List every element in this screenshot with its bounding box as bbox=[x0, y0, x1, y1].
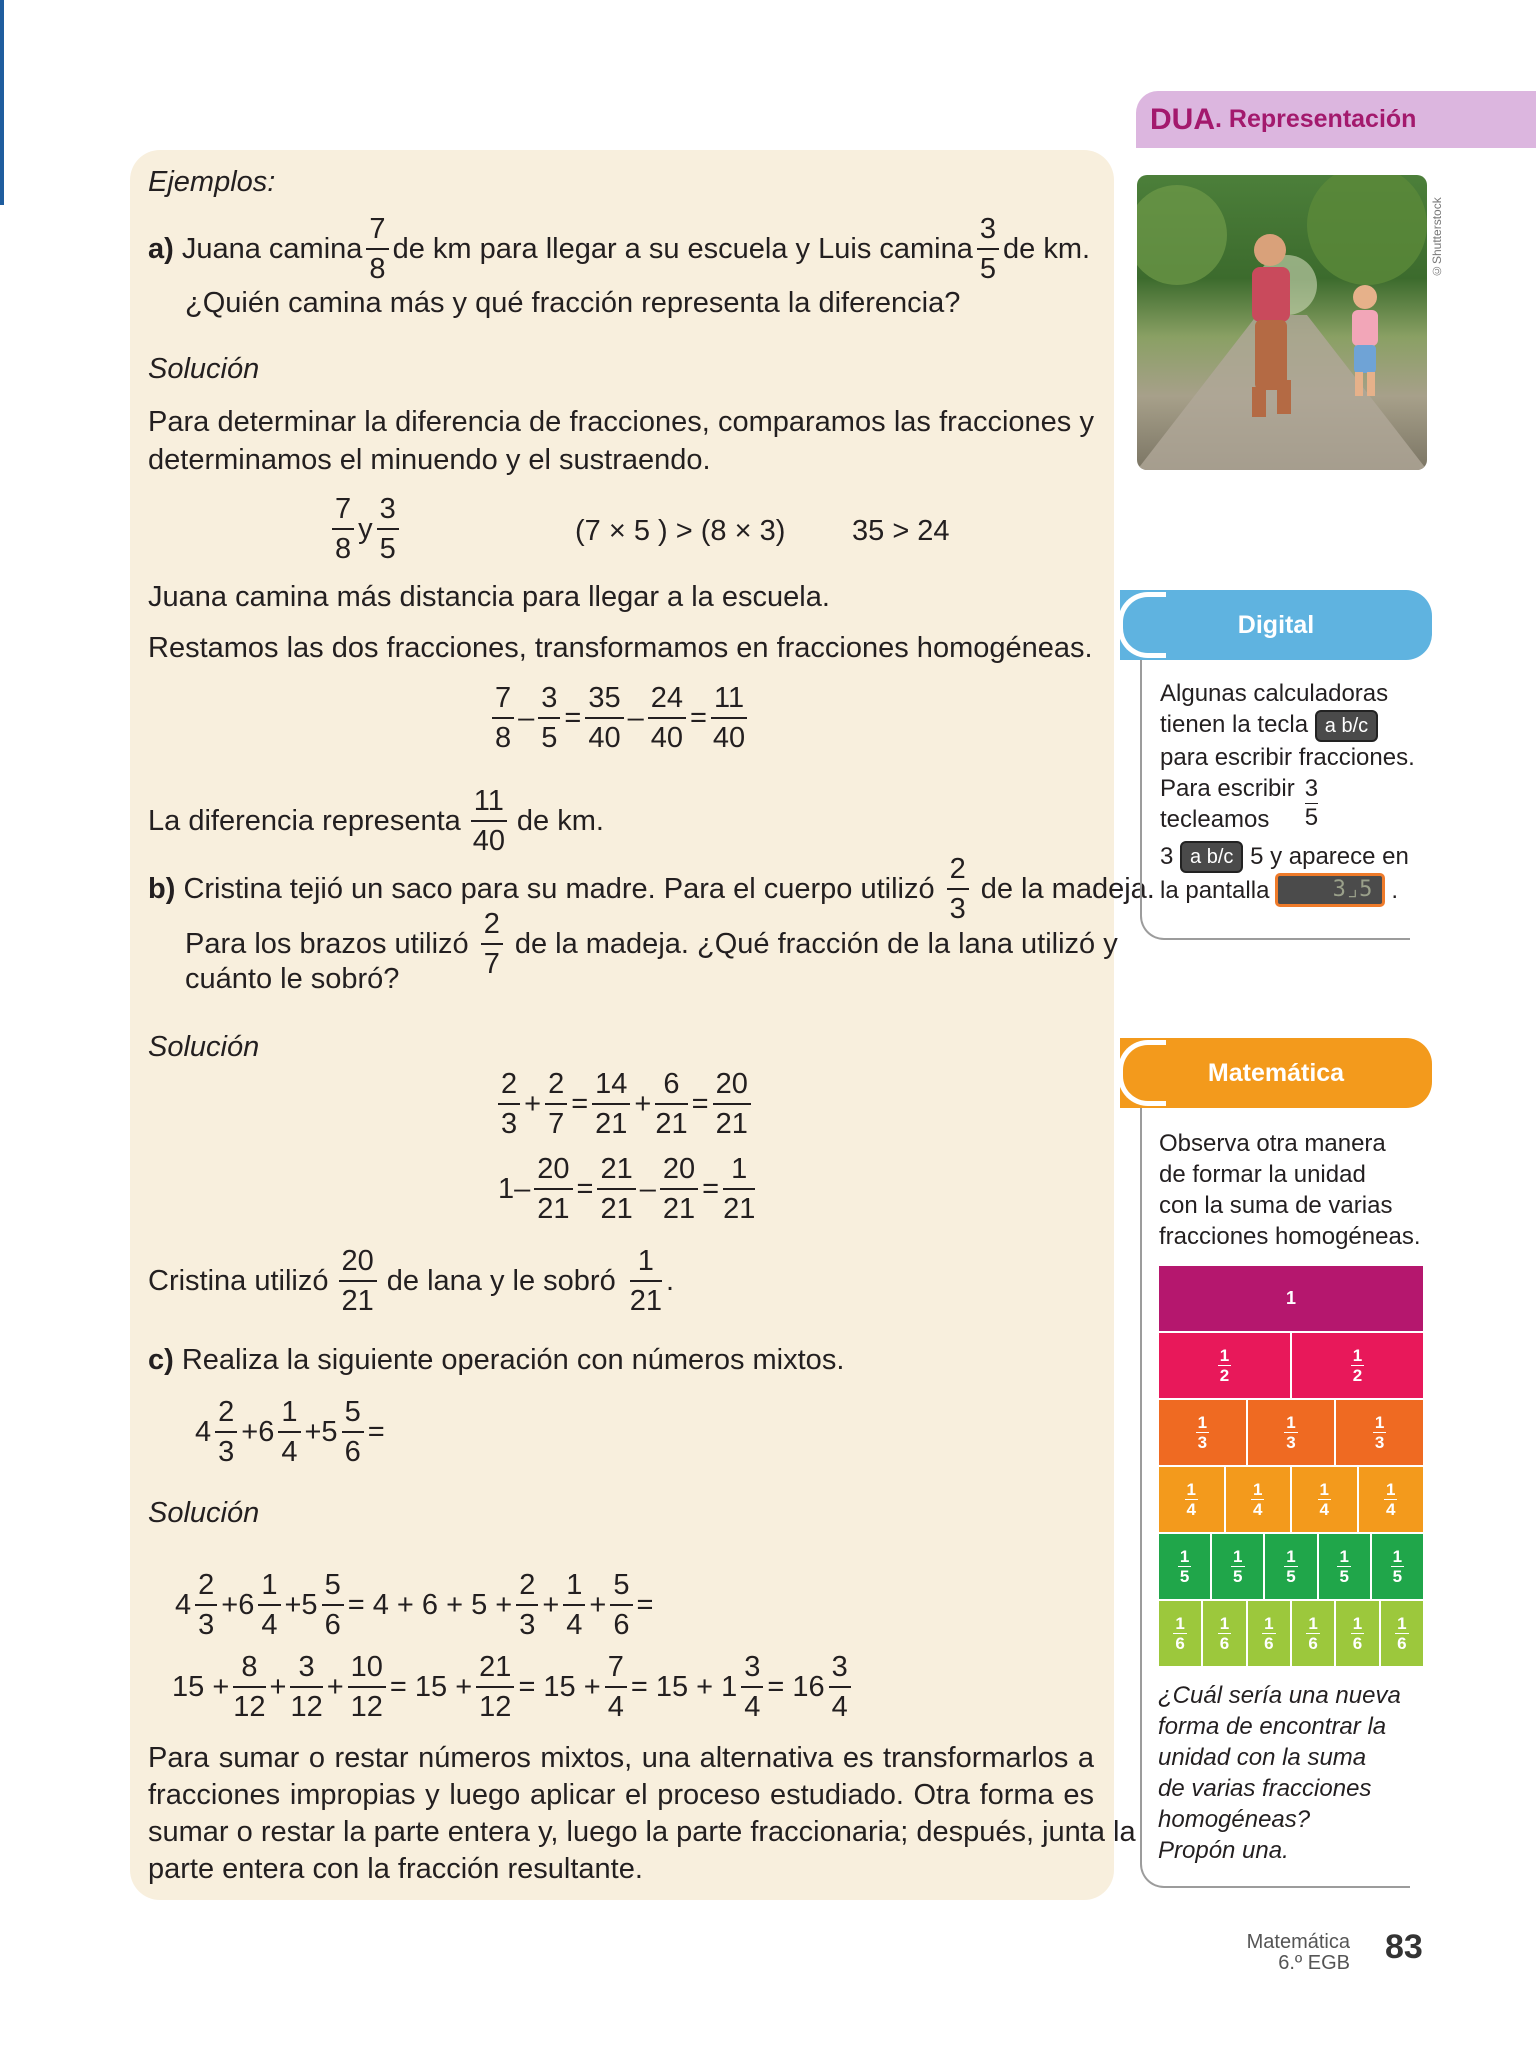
photo-credit: ©Shutterstock bbox=[1430, 197, 1444, 278]
subtract-intro: Restamos las dos fracciones, transformamos en fracciones homogéneas. bbox=[148, 632, 1093, 664]
wall-cell-1-4: 1 4 bbox=[1225, 1466, 1292, 1533]
difference-statement: La diferencia representa 11 40 de km. bbox=[148, 782, 604, 860]
solution-a-p2: determinamos el minuendo y el sustraendo. bbox=[148, 444, 711, 476]
example-b-line1: b) Cristina tejió un saco para su madre. Para el cuerpo utilizó 2 3 de la madeja. bbox=[148, 850, 1155, 928]
subtraction-equation: 7 8 – 3 5 = 35 40 – 24 40 = 11 40 bbox=[492, 679, 747, 757]
examples-heading: Ejemplos: bbox=[148, 166, 276, 198]
calculator-screen: 3⌟5 bbox=[1275, 873, 1385, 907]
fraction-3-5: 3 5 bbox=[977, 210, 999, 288]
footer-subject: Matemática 6.º EGB bbox=[1246, 1931, 1350, 1974]
left-margin-rule bbox=[0, 0, 4, 205]
wall-cell-1-6: 1 6 bbox=[1335, 1600, 1379, 1667]
solution-c-heading: Solución bbox=[148, 1497, 260, 1529]
wall-cell-1-6: 1 6 bbox=[1158, 1600, 1202, 1667]
example-a-text2: de km para llegar a su escuela y Luis camina bbox=[392, 233, 973, 265]
wall-row-1: 1 bbox=[1158, 1265, 1424, 1332]
wall-cell-1-4: 1 4 bbox=[1158, 1466, 1225, 1533]
wall-cell-1-5: 1 5 bbox=[1318, 1533, 1371, 1600]
fraction-key-icon: a b/c bbox=[1315, 710, 1378, 742]
wall-cell-1-2: 1 2 bbox=[1158, 1332, 1291, 1399]
example-a-question: ¿Quién camina más y qué fracción representa la diferencia? bbox=[185, 287, 961, 319]
example-b-line3: cuánto le sobró? bbox=[185, 963, 400, 995]
example-a-text3: de km. bbox=[1003, 233, 1091, 265]
digital-header: Digital bbox=[1120, 590, 1432, 660]
example-a-text1: Juana camina bbox=[181, 233, 363, 265]
wall-cell-1-3: 1 3 bbox=[1158, 1399, 1247, 1466]
digital-bracket-icon bbox=[1118, 592, 1166, 658]
matematica-question: ¿Cuál sería una nueva forma de encontrar la unidad con la suma de varias fracciones homogéneas? Propón una. bbox=[1158, 1682, 1401, 1864]
mixed-numbers-step1: 4 2 3 +6 1 4 +5 5 6 = 4 + 6 + 5 + 2 3 + 1 4 + 5 6 = bbox=[175, 1566, 653, 1644]
juana-conclusion: Juana camina más distancia para llegar a la escuela. bbox=[148, 581, 830, 613]
example-a-label: a) bbox=[148, 233, 174, 265]
example-c-line: c) Realiza la siguiente operación con números mixtos. bbox=[148, 1344, 845, 1376]
compare-fractions: 7 8 y 3 5 bbox=[332, 490, 399, 568]
fraction-7-8: 7 8 bbox=[366, 210, 388, 288]
remainder-equation: 1– 20 21 = 21 21 – 20 21 = 1 21 bbox=[498, 1150, 755, 1228]
photo-illustration bbox=[1137, 175, 1427, 470]
wall-cell-1-6: 1 6 bbox=[1380, 1600, 1424, 1667]
final-paragraph: Para sumar o restar números mixtos, una alternativa es transformarlos a fracciones impropias y luego aplicar el proceso estudiado. Otra forma es sumar o restar la parte entera y, luego la parte fraccionaria; después, junta la parte entera con la fracción resultante. bbox=[148, 1742, 1136, 1885]
wall-cell-1-6: 1 6 bbox=[1202, 1600, 1246, 1667]
solution-b-heading: Solución bbox=[148, 1031, 260, 1063]
wall-cell-1-6: 1 6 bbox=[1291, 1600, 1335, 1667]
page-number: 83 bbox=[1385, 1928, 1423, 1966]
mixed-numbers-problem: 4 2 3 +6 1 4 +5 5 6 = bbox=[195, 1393, 385, 1471]
wall-cell-1-4: 1 4 bbox=[1291, 1466, 1358, 1533]
wall-cell-1-3: 1 3 bbox=[1247, 1399, 1336, 1466]
fraction-key-icon-2: a b/c bbox=[1180, 841, 1243, 873]
mixed-numbers-step2: 15 + 8 12 + 3 12 + 10 12 = 15 + 21 12 = 15 + 7 4 = 15 + 1 3 4 = 16 3 4 bbox=[172, 1648, 851, 1726]
digital-text: Algunas calculadoras tienen la tecla a b/c para escribir fracciones. Para escribir tecleamos 3 5 3 a b/c 5 y aparece en la pantalla 3⌟5 . bbox=[1160, 678, 1415, 907]
solution-a-p1: Para determinar la diferencia de fracciones, comparamos las fracciones y bbox=[148, 406, 1094, 438]
wall-cell-1-2: 1 2 bbox=[1291, 1332, 1424, 1399]
wall-cell-1-5: 1 5 bbox=[1371, 1533, 1424, 1600]
wall-cell-1-4: 1 4 bbox=[1358, 1466, 1425, 1533]
wall-cell-1-5: 1 5 bbox=[1158, 1533, 1211, 1600]
fraction-wall bbox=[1158, 1265, 1424, 1665]
compare-result: 35 > 24 bbox=[852, 515, 950, 547]
matematica-header: Matemática bbox=[1120, 1038, 1432, 1108]
matematica-bracket-icon bbox=[1118, 1040, 1166, 1106]
wall-cell-1-3: 1 3 bbox=[1335, 1399, 1424, 1466]
solution-a-heading: Solución bbox=[148, 353, 260, 385]
cristina-conclusion: Cristina utilizó 20 21 de lana y le sobró 1 21 . bbox=[148, 1242, 674, 1320]
matematica-observe: Observa otra manera de formar la unidad con la suma de varias fracciones homogéneas. bbox=[1159, 1130, 1421, 1250]
children-running-photo bbox=[1137, 175, 1427, 470]
example-b-line2: Para los brazos utilizó 2 7 de la madeja. ¿Qué fracción de la lana utilizó y bbox=[185, 905, 1118, 983]
wall-cell-1-6: 1 6 bbox=[1247, 1600, 1291, 1667]
wall-cell-1-5: 1 5 bbox=[1211, 1533, 1264, 1600]
compare-cross-products: (7 × 5 ) > (8 × 3) bbox=[575, 515, 786, 547]
dua-header: DUA . Representación bbox=[1136, 91, 1536, 148]
wall-cell-1-5: 1 5 bbox=[1264, 1533, 1317, 1600]
example-a-line1 bbox=[148, 210, 1090, 288]
addition-equation: 2 3 + 2 7 = 14 21 + 6 21 = 20 21 bbox=[498, 1065, 751, 1143]
